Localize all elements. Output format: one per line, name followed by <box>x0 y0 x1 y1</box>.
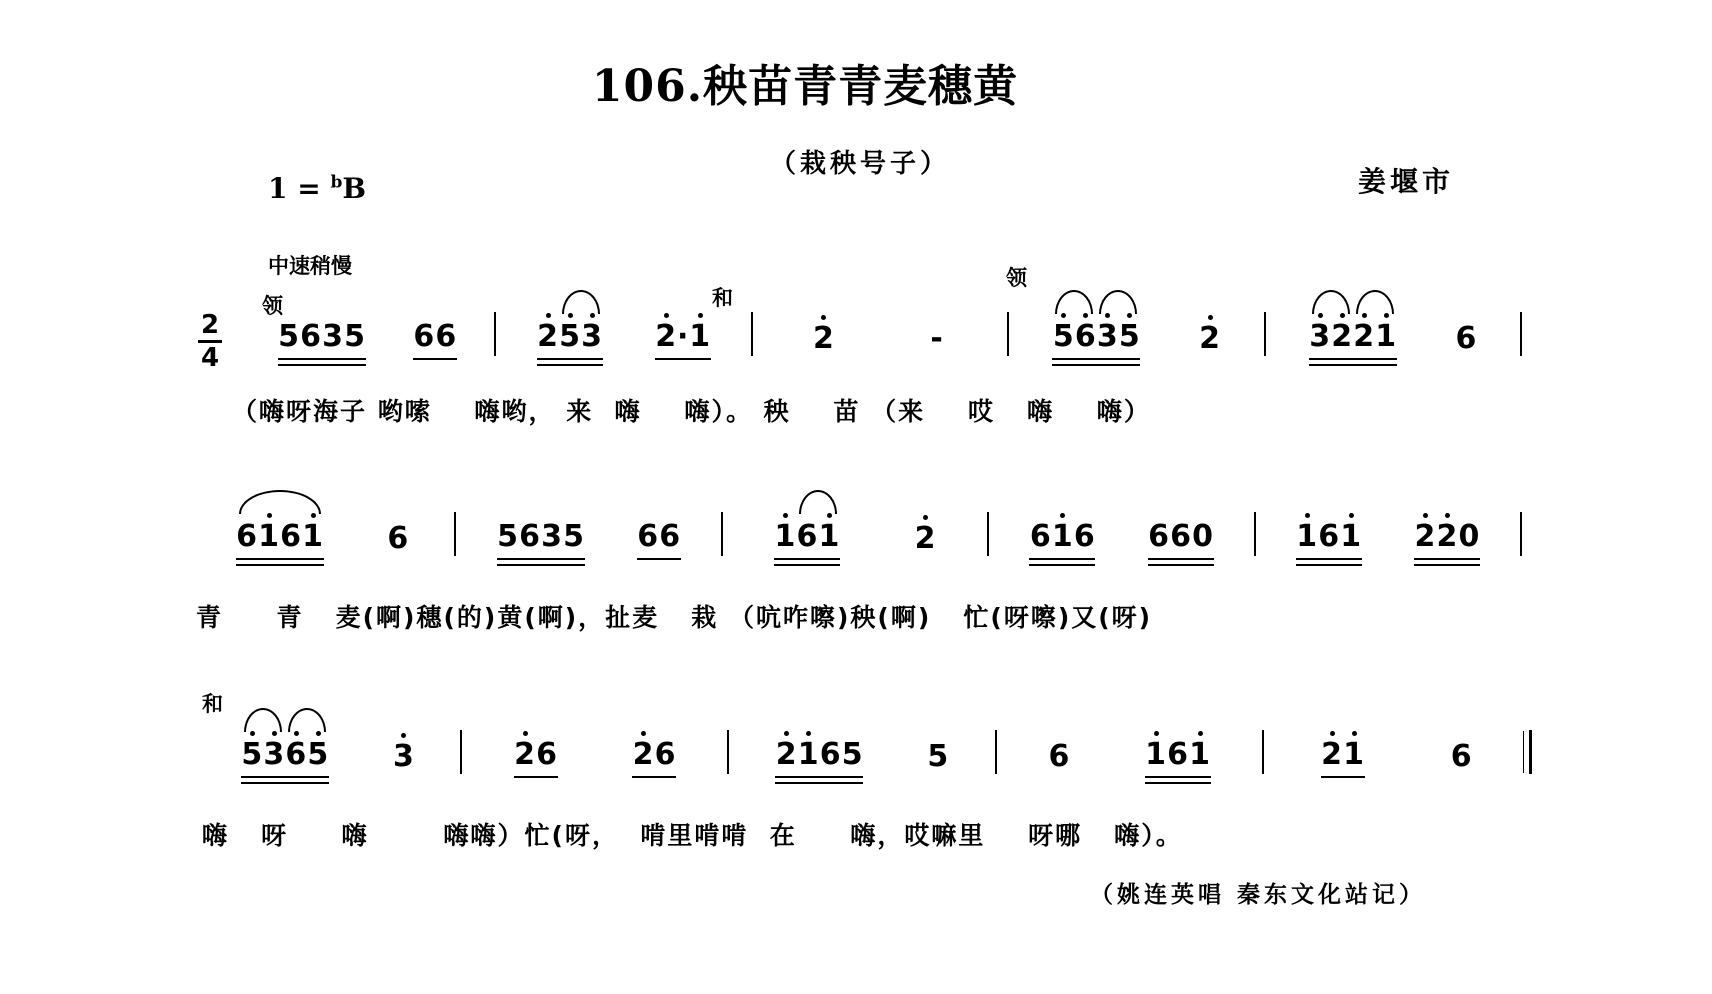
note: 1 <box>1296 519 1318 554</box>
note: 3 <box>541 519 562 554</box>
measure <box>997 718 1262 778</box>
barline <box>1520 312 1522 356</box>
note: 2 <box>1199 321 1220 356</box>
measure <box>462 718 727 778</box>
time-signature-bottom: 4 <box>200 343 220 373</box>
note-group <box>1450 740 1472 778</box>
slur <box>796 520 840 554</box>
note: 1 <box>1343 737 1365 772</box>
song-genre: （栽秧号子） <box>770 149 951 179</box>
note: 2 <box>914 521 936 556</box>
note: 5 <box>927 739 949 774</box>
note: 3 <box>581 319 602 354</box>
note: 2 <box>1436 519 1458 554</box>
note-group <box>1145 738 1211 778</box>
note: 2 <box>514 737 535 772</box>
note: 6 <box>285 737 307 772</box>
dash-note: - <box>930 321 943 356</box>
note: 3 <box>263 737 285 772</box>
note: 6 <box>387 521 409 556</box>
final-barline <box>1529 730 1532 774</box>
slur <box>1309 320 1353 354</box>
lead-mark: 领 <box>262 294 283 318</box>
note-group <box>1321 738 1365 778</box>
note-group <box>514 738 558 778</box>
note: 6 <box>413 319 435 354</box>
note: 6 <box>435 319 457 354</box>
note: 2 <box>1414 519 1436 554</box>
note: 5 <box>278 319 300 354</box>
note: 2 <box>1331 319 1353 354</box>
note: 6 <box>519 519 540 554</box>
note: 2 <box>775 737 797 772</box>
song-title: 106.秧苗青青麦穗黄 <box>591 61 1019 112</box>
note: 1 <box>689 319 711 354</box>
note: 2 <box>1321 737 1343 772</box>
measure <box>753 300 1007 360</box>
barline <box>1520 512 1522 556</box>
key-note: B <box>342 172 367 205</box>
note-group <box>497 520 585 560</box>
lead-mark: 领 <box>1006 266 1027 290</box>
note-group <box>241 738 329 778</box>
note: 2 <box>632 737 654 772</box>
measure <box>723 500 987 560</box>
note: 2 <box>537 319 558 354</box>
note-group <box>637 520 681 560</box>
slur <box>1353 320 1397 354</box>
note: 2 <box>655 319 677 354</box>
note: 6 <box>1170 519 1191 554</box>
slur <box>559 320 603 354</box>
measure <box>496 300 750 360</box>
note-group <box>413 320 457 360</box>
note: 5 <box>1052 319 1074 354</box>
note-group <box>774 520 840 560</box>
note: 5 <box>307 737 329 772</box>
note: 5 <box>344 319 366 354</box>
note: 5 <box>841 737 863 772</box>
note: 1 <box>774 519 796 554</box>
note: 6 <box>1148 519 1169 554</box>
note: 5 <box>1118 319 1140 354</box>
note: 3 <box>322 319 344 354</box>
note-group <box>1414 520 1480 560</box>
note-group <box>537 320 603 360</box>
tempo-marking: 中速稍慢 <box>268 254 352 278</box>
measure <box>989 500 1253 560</box>
note: 6 <box>300 319 322 354</box>
note-group <box>655 320 711 360</box>
note: 3 <box>1096 319 1118 354</box>
note: 0 <box>1458 519 1480 554</box>
note: 1 <box>1375 319 1397 354</box>
score-line-1 <box>240 300 1522 360</box>
credits: （姚连英唱 秦东文化站记） <box>1090 882 1427 908</box>
score-line-3 <box>195 718 1532 778</box>
note: 6 <box>280 519 302 554</box>
measure <box>1009 300 1263 360</box>
note: 6 <box>637 519 659 554</box>
note-group <box>1048 740 1070 778</box>
measure <box>729 718 994 778</box>
note: 0 <box>1192 519 1213 554</box>
note: 6 <box>654 737 676 772</box>
chorus-mark: 和 <box>202 692 223 716</box>
note-group <box>914 522 936 560</box>
note: 5 <box>241 737 263 772</box>
note-group <box>387 522 409 560</box>
note-group <box>775 738 863 778</box>
note: 6 <box>1048 739 1070 774</box>
note: 6 <box>1167 737 1188 772</box>
note: 1 <box>1189 737 1210 772</box>
note: 3 <box>392 739 414 774</box>
note-group <box>1148 520 1214 560</box>
measure <box>195 718 460 778</box>
slur <box>236 520 324 554</box>
lyrics-line-1: （嗨呀海子 哟嗦 嗨哟， 来 嗨 嗨）。 秧 苗 （来 哎 嗨 嗨） <box>232 397 1151 426</box>
note: 1 <box>1145 737 1166 772</box>
note: 6 <box>659 519 681 554</box>
note-group <box>1029 520 1095 560</box>
note: 6 <box>1455 321 1477 356</box>
note-group <box>1052 320 1140 360</box>
measure <box>456 500 720 560</box>
note: 1 <box>1051 519 1073 554</box>
note-group <box>1455 322 1477 360</box>
note: 6 <box>1073 519 1095 554</box>
note: 1 <box>258 519 280 554</box>
time-signature <box>198 312 222 371</box>
note: 2 <box>1353 319 1375 354</box>
region-label: 姜堰市 <box>1358 165 1455 198</box>
note: 1 <box>1340 519 1362 554</box>
measure <box>1266 300 1520 360</box>
measure <box>190 500 454 560</box>
note: 3 <box>1309 319 1331 354</box>
note-group <box>812 322 834 360</box>
note: 6 <box>1318 519 1340 554</box>
note: 5 <box>563 519 584 554</box>
augmentation-dot: · <box>677 319 689 354</box>
slur <box>241 738 285 772</box>
note: 6 <box>796 519 818 554</box>
note-group <box>927 740 949 778</box>
note-group <box>392 740 414 778</box>
key-signature <box>268 172 366 205</box>
slur <box>285 738 329 772</box>
slur <box>1096 320 1140 354</box>
note-group <box>278 320 366 360</box>
note-group <box>1296 520 1362 560</box>
note: 6 <box>536 737 557 772</box>
note: 5 <box>497 519 518 554</box>
note-group <box>1199 322 1221 360</box>
note: 1 <box>302 519 324 554</box>
note: 6 <box>1450 739 1472 774</box>
note-group <box>1309 320 1397 360</box>
time-signature-top: 2 <box>200 310 220 340</box>
key-prefix: 1 = <box>268 172 331 205</box>
flat-sign: b <box>330 172 343 193</box>
lyrics-line-3: 嗨 呀 嗨 嗨嗨）忙(呀， 啃里啃啃 在 嗨，哎嘛里 呀哪 嗨）。 <box>202 821 1183 850</box>
note: 5 <box>559 319 580 354</box>
note: 6 <box>819 737 841 772</box>
note: 6 <box>1029 519 1051 554</box>
score-line-2 <box>190 500 1522 560</box>
note: 1 <box>818 519 840 554</box>
lyrics-line-2: 青 青 麦(啊)穗(的)黄(啊)，扯麦 栽 （吭咋嚓)秧(啊) 忙(呀嚓)又(呀) <box>196 603 1153 632</box>
note: 1 <box>797 737 819 772</box>
measure <box>240 300 494 360</box>
note: 2 <box>812 321 834 356</box>
note-group <box>236 520 324 560</box>
measure <box>1256 500 1520 560</box>
slur <box>1052 320 1096 354</box>
note-group <box>926 322 948 360</box>
measure <box>1264 718 1529 778</box>
chorus-mark: 和 <box>712 286 733 310</box>
note-group <box>632 738 676 778</box>
note: 6 <box>236 519 258 554</box>
note: 6 <box>1074 319 1096 354</box>
